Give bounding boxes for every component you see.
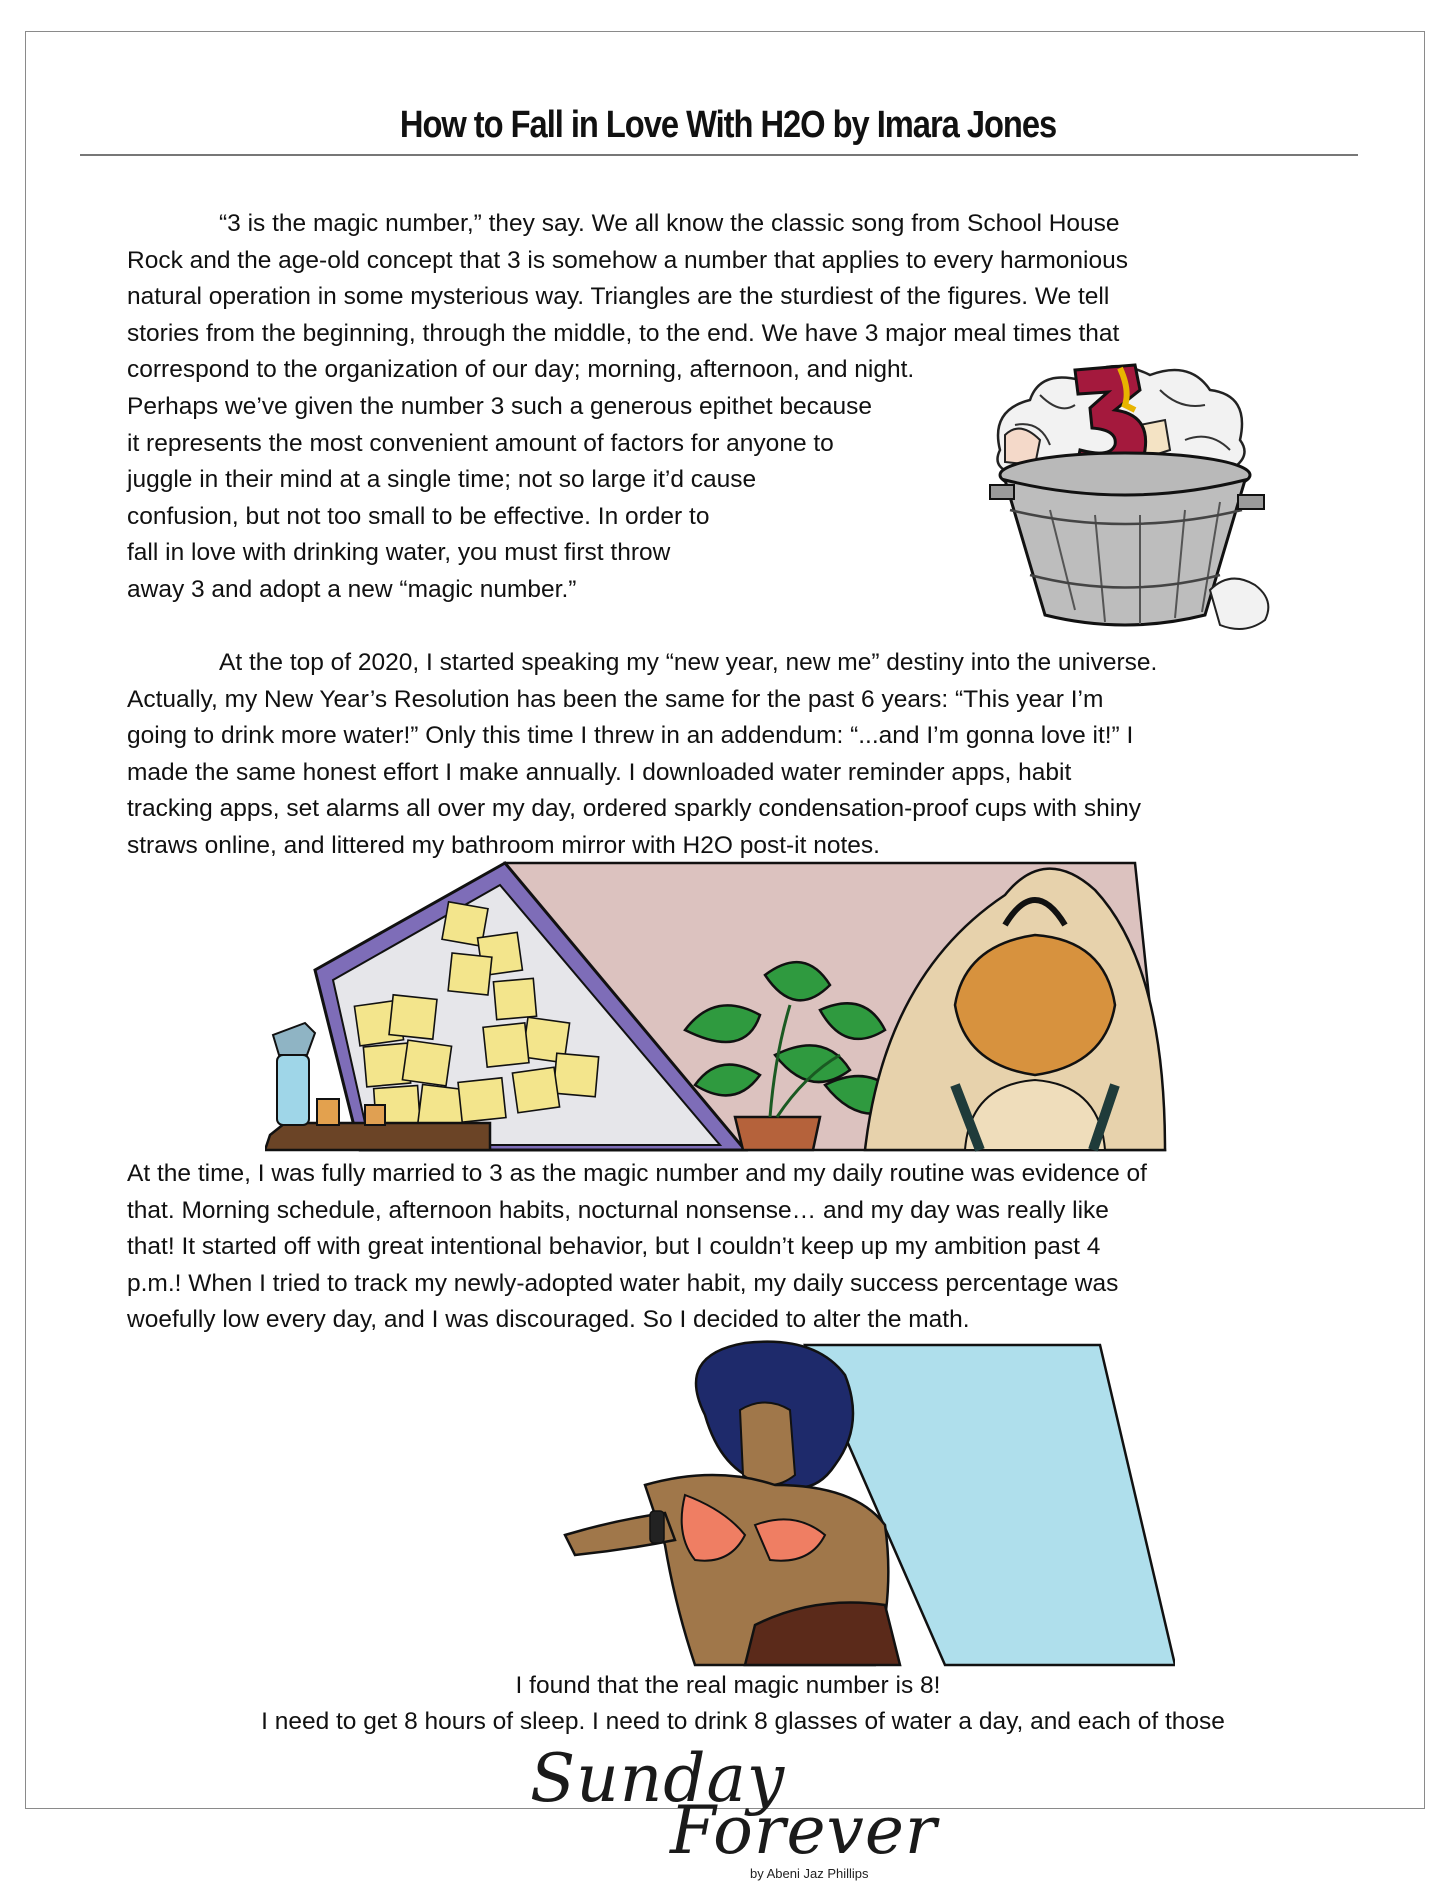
text-line: “3 is the magic number,” they say. We all know the classic song from School House bbox=[219, 210, 1120, 237]
small-jar bbox=[317, 1099, 339, 1125]
text-line: stories from the beginning, through the middle, to the end. We have 3 major meal times that bbox=[127, 319, 1120, 347]
closing-line-1: I found that the real magic number is 8! bbox=[515, 1672, 941, 1699]
crumpled-paper bbox=[1210, 579, 1268, 629]
bathroom-mirror-illustration bbox=[265, 855, 1355, 1155]
logo-byline: by Abeni Jaz Phillips bbox=[750, 1866, 869, 1881]
sunday-forever-logo bbox=[520, 1740, 940, 1884]
bathroom-shelf bbox=[265, 1123, 490, 1150]
text-line: it represents the most convenient amount of factors for anyone to bbox=[127, 429, 834, 457]
text-line: straws online, and littered my bathroom mirror with H2O post-it notes. bbox=[127, 831, 880, 859]
spray-bottle bbox=[273, 1023, 315, 1125]
text-line: Actually, my New Year’s Resolution has been the same for the past 6 years: “This year I’m bbox=[127, 685, 1104, 713]
text-line: natural operation in some mysterious way. Triangles are the sturdiest of the figures. We tell bbox=[127, 283, 1110, 311]
paragraph-3 bbox=[127, 1156, 1317, 1339]
text-line: woefully low every day, and I was discouraged. So I decided to alter the math. bbox=[127, 1306, 970, 1334]
paragraph-2 bbox=[127, 645, 1317, 865]
text-line: that. Morning schedule, afternoon habits, nocturnal nonsense… and my day was really like bbox=[127, 1196, 1109, 1224]
text-line: made the same honest effort I make annually. I downloaded water reminder apps, habit bbox=[127, 758, 1072, 786]
text-line: that! It started off with great intentional behavior, but I couldn’t keep up my ambition past 4 bbox=[127, 1233, 1101, 1261]
logo-forever: Forever bbox=[670, 1792, 938, 1869]
text-line: going to drink more water!” Only this time I threw in an addendum: “...and I’m gonna love it!” I bbox=[127, 722, 1134, 750]
small-bottle bbox=[365, 1105, 385, 1125]
text-line: tracking apps, set alarms all over my day, ordered sparkly condensation-proof cups with shiny bbox=[127, 795, 1142, 823]
closing-line-2: I need to get 8 hours of sleep. I need to drink 8 glasses of water a day, and each of those bbox=[261, 1708, 1225, 1735]
text-line: confusion, but not too small to be effective. In order to bbox=[127, 502, 710, 530]
text-line: fall in love with drinking water, you must first throw bbox=[127, 539, 671, 567]
text-line: juggle in their mind at a single time; not so large it’d cause bbox=[127, 466, 757, 494]
text-line: Perhaps we’ve given the number 3 such a generous epithet because bbox=[127, 392, 873, 420]
text-line: Rock and the age-old concept that 3 is somehow a number that applies to every harmonious bbox=[127, 246, 1128, 274]
title-divider bbox=[80, 154, 1358, 156]
text-line: At the time, I was fully married to 3 as the magic number and my daily routine was evidence of bbox=[127, 1160, 1147, 1187]
trash-can-illustration bbox=[980, 350, 1280, 640]
text-line: p.m.! When I tried to track my newly-adopted water habit, my daily success percentage was bbox=[127, 1269, 1119, 1297]
woman-with-watch bbox=[565, 1342, 900, 1665]
text-line: correspond to the organization of our day; morning, afternoon, and night. bbox=[127, 356, 915, 384]
woman-checking-watch-illustration bbox=[555, 1335, 1175, 1670]
text-line: away 3 and adopt a new “magic number.” bbox=[127, 575, 577, 603]
logo-sunday: Sunday bbox=[530, 1740, 786, 1817]
article-title: How to Fall in Love With H2O by Imara Jones bbox=[399, 104, 1057, 146]
text-line: At the top of 2020, I started speaking my “new year, new me” destiny into the universe. bbox=[219, 649, 1158, 676]
